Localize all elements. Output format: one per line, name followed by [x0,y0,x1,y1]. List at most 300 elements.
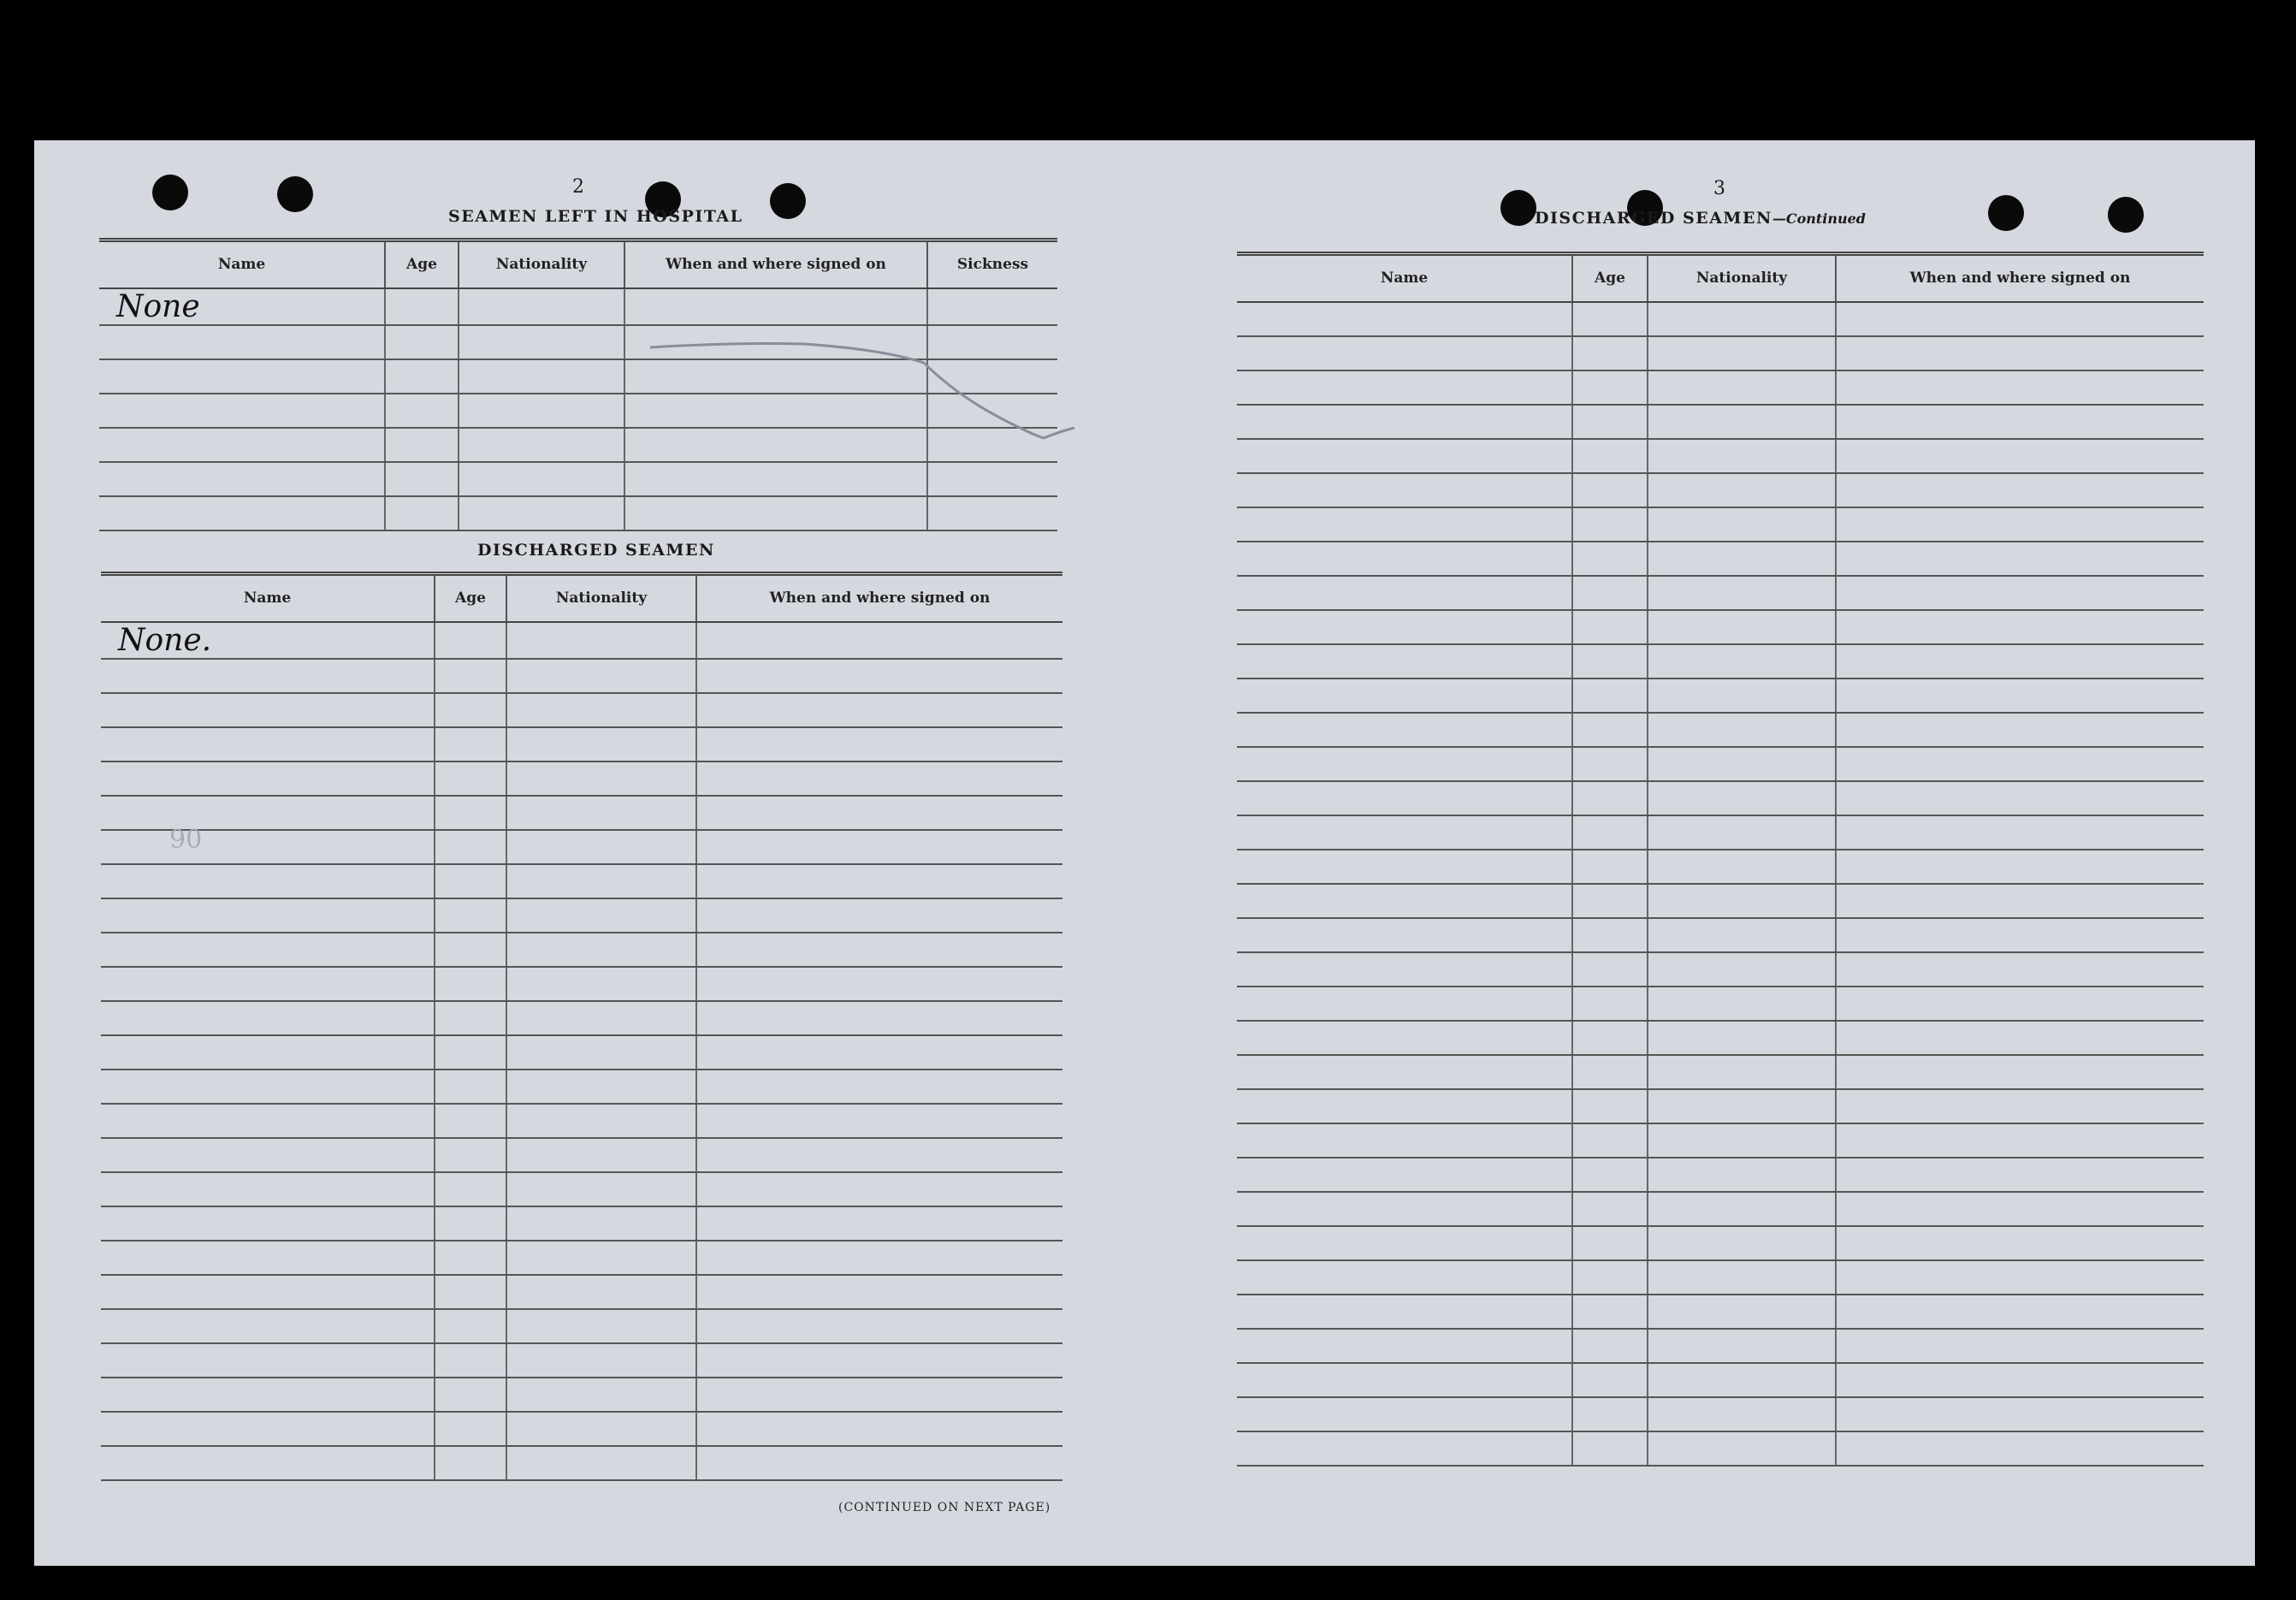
table-cell [1237,1329,1572,1363]
table-cell [435,659,506,693]
table-cell [1572,713,1648,747]
table-cell [101,1206,435,1241]
column-header-name: Name [101,574,435,622]
table-cell [1237,918,1572,952]
table-row [1237,815,2204,850]
table-cell [506,1001,696,1035]
table-row [101,967,1062,1001]
column-header-age: Age [1572,254,1648,302]
punch-hole [277,176,313,212]
table-cell [435,1343,506,1378]
table-cell [696,1206,1062,1241]
table-row [101,1001,1062,1035]
table-cell [1648,576,1836,610]
table-cell [1572,302,1648,336]
table-cell [696,761,1062,796]
table-cell [385,428,459,462]
column-header-sickness: Sickness [927,240,1057,288]
column-header-nationality: Nationality [1648,254,1836,302]
table-cell [99,325,385,359]
punch-hole [1500,190,1536,226]
table-cell [1572,1226,1648,1260]
table-cell [696,1275,1062,1309]
table-row [1237,1055,2204,1089]
table-cell [1648,1021,1836,1055]
table-cell [1237,610,1572,644]
table-row [101,1035,1062,1070]
table-cell [1836,713,2204,747]
table-cell [459,359,624,394]
table-cell [506,1412,696,1446]
table-cell [1572,987,1648,1021]
section-title-hospital: SEAMEN LEFT IN HOSPITAL [448,207,743,226]
table-row [1237,1021,2204,1055]
table-cell [435,1172,506,1206]
table-cell [101,864,435,898]
table-cell [435,830,506,864]
table-row [101,830,1062,864]
table-cell [1836,370,2204,405]
table-cell [1572,473,1648,507]
table-cell [99,496,385,530]
table-cell [435,1412,506,1446]
table-cell [1648,815,1836,850]
table-cell [1836,1260,2204,1295]
table-cell [101,796,435,830]
table-row [99,288,1057,325]
table-cell [1648,1295,1836,1329]
table-cell [1836,576,2204,610]
table-row [1237,1158,2204,1192]
table-cell [1572,747,1648,781]
table-row [101,1138,1062,1172]
table-cell [1648,1123,1836,1158]
table-cell [101,1241,435,1275]
table-cell [696,1138,1062,1172]
table-cell [1572,952,1648,987]
table-cell [1572,336,1648,370]
table-cell [1572,815,1648,850]
table-row [1237,1260,2204,1295]
table-cell [101,622,435,659]
table-cell [1648,405,1836,439]
table-cell [1237,542,1572,576]
table-cell [506,761,696,796]
table-cell [385,288,459,325]
table-cell [1648,952,1836,987]
table-cell [696,864,1062,898]
table-cell [1836,1431,2204,1466]
table-row [1237,1089,2204,1123]
table-cell [1648,781,1836,815]
table-cell [696,933,1062,967]
page-number: 3 [1713,178,1725,199]
table-cell [696,1343,1062,1378]
table-row [1237,473,2204,507]
table-row [1237,781,2204,815]
table-cell [506,1172,696,1206]
table-cell [1237,850,1572,884]
table-cell [1836,302,2204,336]
table-cell [1572,542,1648,576]
table-row [101,761,1062,796]
column-header-signed-on: When and where signed on [1836,254,2204,302]
table-row [1237,679,2204,713]
table-cell [1237,370,1572,405]
table-cell [1572,1089,1648,1123]
table-cell [435,864,506,898]
table-cell [506,727,696,761]
table-cell [1836,1295,2204,1329]
table-cell [506,659,696,693]
table-row [1237,1363,2204,1397]
table-cell [696,693,1062,727]
table-cell [1648,610,1836,644]
table-cell [101,1138,435,1172]
table-cell [696,659,1062,693]
table-cell [459,288,624,325]
table-cell [1572,1329,1648,1363]
table-row [101,796,1062,830]
table-row [1237,507,2204,542]
table-cell [506,1070,696,1104]
table-cell [1572,1192,1648,1226]
table-cell [506,1343,696,1378]
table-cell [696,1104,1062,1138]
table-row [1237,644,2204,679]
table-row [99,462,1057,496]
table-cell [506,1241,696,1275]
table-row [1237,987,2204,1021]
left-page [34,140,1181,1566]
table-cell [459,462,624,496]
table-row [99,496,1057,530]
table-cell [506,898,696,933]
table-cell [1648,302,1836,336]
table-cell [506,1035,696,1070]
table-row [1237,336,2204,370]
table-cell [696,1412,1062,1446]
table-cell [1237,679,1572,713]
table-cell [1648,1431,1836,1466]
table-cell [506,967,696,1001]
table-cell [1572,1158,1648,1192]
table-cell [435,1241,506,1275]
table-cell [1648,679,1836,713]
table-cell [506,622,696,659]
table-cell [435,1378,506,1412]
table-cell [1237,1431,1572,1466]
table-row [1237,1329,2204,1363]
table-cell [1572,610,1648,644]
continued-footer: (CONTINUED ON NEXT PAGE) [838,1501,1051,1514]
table-cell [101,1412,435,1446]
table-cell [1237,1192,1572,1226]
column-header-nationality: Nationality [506,574,696,622]
table-cell [1237,713,1572,747]
table-cell [1648,370,1836,405]
table-cell [696,967,1062,1001]
punch-hole [2108,197,2144,233]
table-cell [435,1001,506,1035]
table-row [101,1172,1062,1206]
table-cell [101,1378,435,1412]
table-cell [99,462,385,496]
table-cell [696,1172,1062,1206]
table-cell [624,462,927,496]
table-cell [101,933,435,967]
table-cell [1237,439,1572,473]
table-cell [1836,679,2204,713]
table-cell [435,1138,506,1172]
table-cell [1648,1397,1836,1431]
table-row [1237,952,2204,987]
table-cell [1572,1055,1648,1089]
table-cell [1237,1363,1572,1397]
table-cell [1572,507,1648,542]
table-cell [1836,1158,2204,1192]
table-cell [1572,679,1648,713]
table-cell [1836,610,2204,644]
table-cell [1836,815,2204,850]
table-cell [696,1035,1062,1070]
table-cell [1836,542,2204,576]
table-cell [435,898,506,933]
table-cell [506,1138,696,1172]
table-cell [1648,542,1836,576]
table-cell [101,1070,435,1104]
table-cell [1572,1021,1648,1055]
table-cell [435,622,506,659]
table-cell [1648,439,1836,473]
table-cell [1648,507,1836,542]
table-cell [1572,1397,1648,1431]
table-cell [696,727,1062,761]
table-cell [696,898,1062,933]
table-cell [506,933,696,967]
table-row [1237,576,2204,610]
column-header-age: Age [385,240,459,288]
table-cell [506,1275,696,1309]
table-cell [435,933,506,967]
table-cell [435,796,506,830]
table-cell [385,462,459,496]
table-row [1237,884,2204,918]
table-cell [506,1104,696,1138]
table-cell [696,796,1062,830]
table-cell [1836,1055,2204,1089]
table-cell [1648,713,1836,747]
table-row [1237,1431,2204,1466]
table-row [1237,1295,2204,1329]
table-cell [459,394,624,428]
table-cell [101,761,435,796]
table-cell [1572,781,1648,815]
table-cell [1237,1055,1572,1089]
handwritten-entry: None. [118,622,212,658]
table-cell [459,325,624,359]
table-cell [927,288,1057,325]
table-cell [1237,815,1572,850]
table-cell [101,1104,435,1138]
table-cell [99,359,385,394]
table-cell [1237,952,1572,987]
table-cell [101,1343,435,1378]
table-cell [696,1241,1062,1275]
table-row [1237,370,2204,405]
handwritten-entry: None [116,288,200,324]
table-cell [1648,336,1836,370]
table-cell [506,693,696,727]
table-row [1237,1192,2204,1226]
table-cell [1648,987,1836,1021]
table-row [1237,542,2204,576]
table-cell [1836,884,2204,918]
table-cell [1572,1431,1648,1466]
table-cell [99,394,385,428]
table-row [1237,713,2204,747]
title-continued-suffix: —Continued [1772,210,1866,227]
table-row [1237,610,2204,644]
pencil-strike-mark [633,337,1078,457]
table-cell [1572,884,1648,918]
table-cell [506,1206,696,1241]
table-cell [1648,1363,1836,1397]
table-cell [99,428,385,462]
table-cell [1237,336,1572,370]
table-cell [1836,507,2204,542]
table-cell [1572,405,1648,439]
table-row [101,1104,1062,1138]
table-cell [1836,1329,2204,1363]
table-cell [1836,1089,2204,1123]
table-cell [1648,644,1836,679]
table-cell [1237,1089,1572,1123]
table-row [1237,918,2204,952]
table-cell [101,1001,435,1035]
table-cell [1836,850,2204,884]
table-row [1237,1397,2204,1431]
table-row [101,1378,1062,1412]
table-cell [1237,1295,1572,1329]
table-row [101,1070,1062,1104]
table-cell [1237,1397,1572,1431]
table-cell [1237,644,1572,679]
table-row [101,1275,1062,1309]
table-cell [696,1001,1062,1035]
table-cell [1572,576,1648,610]
table-row [101,659,1062,693]
table-cell [1648,1329,1836,1363]
table-cell [1572,850,1648,884]
document-sheet [34,140,2255,1566]
table-row [101,933,1062,967]
table-row [1237,302,2204,336]
column-header-name: Name [1237,254,1572,302]
table-cell [1836,439,2204,473]
table-row [101,898,1062,933]
table-cell [385,359,459,394]
table-cell [1836,1021,2204,1055]
table-cell [1836,1363,2204,1397]
table-cell [1648,1089,1836,1123]
table-cell [506,1378,696,1412]
table-cell [1237,884,1572,918]
table-cell [1836,918,2204,952]
table-cell [435,1275,506,1309]
table-cell [1237,507,1572,542]
table-cell [1648,1226,1836,1260]
table-cell [506,1309,696,1343]
table-row [101,1412,1062,1446]
table-cell [506,830,696,864]
table-cell [435,1070,506,1104]
table-cell [1648,918,1836,952]
table-cell [1836,336,2204,370]
table-cell [101,1309,435,1343]
table-cell [1836,405,2204,439]
table-cell [624,496,927,530]
right-page [1181,140,2255,1566]
page-number: 2 [572,176,584,198]
table-cell [1237,1021,1572,1055]
table-cell [99,288,385,325]
table-cell [1572,370,1648,405]
table-cell [1648,1055,1836,1089]
table-cell [624,288,927,325]
table-cell [1836,987,2204,1021]
table-cell [1648,747,1836,781]
table-cell [696,830,1062,864]
discharged-continued-table [1237,252,2204,1467]
column-header-name: Name [99,240,385,288]
table-cell [696,1309,1062,1343]
table-cell [459,496,624,530]
table-row [101,727,1062,761]
table-cell [1237,1260,1572,1295]
table-cell [1572,644,1648,679]
table-row [101,864,1062,898]
table-cell [506,864,696,898]
table-cell [1836,952,2204,987]
table-cell [1648,884,1836,918]
table-cell [1648,1260,1836,1295]
table-cell [506,796,696,830]
table-cell [1237,302,1572,336]
table-row [1237,439,2204,473]
table-cell [435,1446,506,1480]
table-cell [435,761,506,796]
table-cell [1572,1295,1648,1329]
table-cell [1237,1123,1572,1158]
table-cell [435,693,506,727]
table-row [101,1241,1062,1275]
punch-hole [1988,195,2024,231]
table-cell [927,462,1057,496]
table-cell [1237,405,1572,439]
punch-hole [770,183,806,219]
table-cell [506,1446,696,1480]
column-header-signed-on: When and where signed on [696,574,1062,622]
table-cell [101,1172,435,1206]
table-cell [1237,747,1572,781]
column-header-age: Age [435,574,506,622]
table-cell [435,727,506,761]
table-cell [696,1446,1062,1480]
table-cell [1648,1192,1836,1226]
table-cell [1237,1158,1572,1192]
table-cell [1237,987,1572,1021]
